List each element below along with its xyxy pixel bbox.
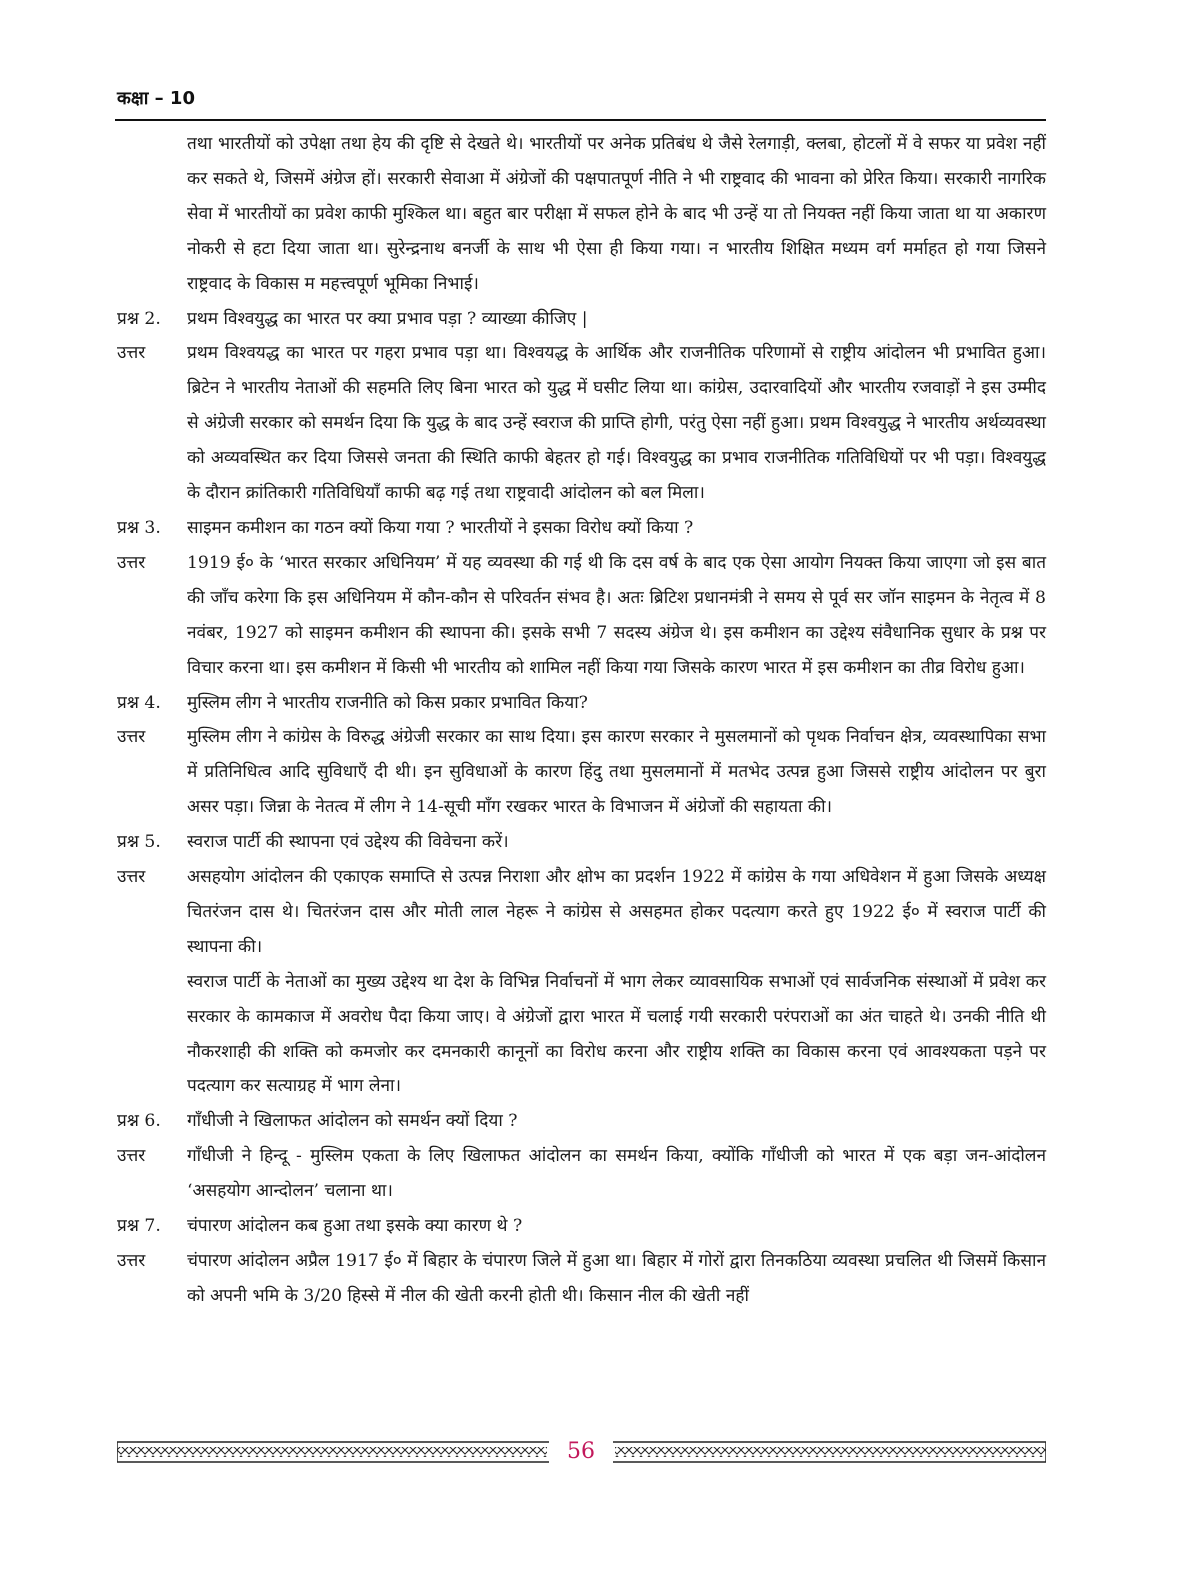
- question-text: स्वराज पार्टी की स्थापना एवं उद्देश्य की विवेचना करें।: [187, 832, 509, 853]
- answer-label: उत्तर: [117, 867, 146, 888]
- question-label: प्रश्न 7.: [117, 1216, 161, 1237]
- answer-label: उत्तर: [117, 1146, 146, 1167]
- answer-label: उत्तर: [117, 1251, 146, 1271]
- question-label: प्रश्न 3.: [117, 517, 161, 538]
- question-5: [117, 825, 1046, 860]
- answer-text: 1919 ई० के ‘भारत सरकार अधिनियम’ में यह व्यवस्था की गई थी कि दस वर्ष के बाद एक ऐसा आयोग नियक्त किया जाएगा जो इस बात की जाँच करेगा कि इस अधिनियम में कौन-कौन से परिवर्तन संभव है। अतः ब्रिटिश प्रधानमंत्री ने समय से पूर्व सर जॉन साइमन के नेतृत्व में 8 नवंबर, 1927 को साइमन कमीशन की स्थापना की। इसके सभी 7 सदस्य अंग्रेज थे। इस कमीशन का उद्देश्य संवैधानिक सुधार के प्रश्न पर विचार करना था। इस कमीशन में किसी भी भारतीय को शामिल नहीं किया गया जिसके कारण भारत में इस कमीशन का तीव्र विरोध हुआ।: [187, 552, 1046, 678]
- answer-6: [117, 1139, 1046, 1209]
- class-header: कक्षा – 10: [117, 88, 195, 109]
- question-6: [117, 1104, 1046, 1139]
- question-label: प्रश्न 2.: [117, 308, 161, 329]
- answer-3: [117, 546, 1046, 686]
- page-number: 56: [567, 1439, 595, 1464]
- answer-text: चंपारण आंदोलन अप्रैल 1917 ई० में बिहार के चंपारण जिले में हुआ था। बिहार में गोरों द्वारा तिनकठिया व्यवस्था प्रचलित थी जिसमें किसान को अपनी भमि के 3/20 हिस्से में नील की खेती करनी होती थी। किसान नील की खेती नहीं: [187, 1251, 1046, 1306]
- question-text: गाँधीजी ने खिलाफत आंदोलन को समर्थन क्यों दिया ?: [187, 1111, 518, 1132]
- question-3: [117, 511, 1046, 546]
- answer-label: उत्तर: [117, 727, 146, 748]
- question-text: चंपारण आंदोलन कब हुआ तथा इसके क्या कारण थे ?: [187, 1216, 523, 1237]
- question-text: साइमन कमीशन का गठन क्यों किया गया ? भारतीयों ने इसका विरोध क्यों किया ?: [187, 517, 694, 538]
- question-label: प्रश्न 5.: [117, 832, 161, 853]
- question-label: प्रश्न 4.: [117, 692, 161, 713]
- answer-text: गाँधीजी ने हिन्दू - मुस्लिम एकता के लिए खिलाफत आंदोलन का समर्थन किया, क्योंकि गाँधीजी को भारत में एक बड़ा जन-आंदोलन ‘असहयोग आन्दोलन’ चलाना था।: [187, 1146, 1046, 1202]
- question-2: [117, 302, 1046, 337]
- question-4: [117, 686, 1046, 721]
- answer-text: प्रथम विश्वयद्ध का भारत पर गहरा प्रभाव पड़ा था। विश्वयद्ध के आर्थिक और राजनीतिक परिणामों से राष्ट्रीय आंदोलन भी प्रभावित हुआ। ब्रिटेन ने भारतीय नेताओं की सहमति लिए बिना भारत को युद्ध में घसीट लिया था। कांग्रेस, उदारवादियों और भारतीय रजवाड़ों ने इस उम्मीद से अंग्रेजी सरकार को समर्थन दिया कि युद्ध के बाद उन्हें स्वराज की प्राप्ति होगी, परंतु ऐसा नहीं हुआ। प्रथम विश्वयुद्ध ने भारतीय अर्थव्यवस्था को अव्यवस्थित कर दिया जिससे जनता की स्थिति काफी बेहतर हो गई। विश्वयुद्ध का प्रभाव राजनीतिक गतिविधियों पर भी पड़ा। विश्वयुद्ध के दौरान क्रांतिकारी गतिविधियाँ काफी बढ़ गई तथा राष्ट्रवादी आंदोलन को बल मिला।: [187, 343, 1046, 504]
- answer-7: [117, 1244, 1046, 1314]
- answer-label: उत्तर: [117, 343, 146, 364]
- answer-4: [117, 720, 1046, 825]
- answer-continuation: स्वराज पार्टी के नेताओं का मुख्य उद्देश्य था देश के विभिन्न निर्वाचनों में भाग लेकर व्यावसायिक सभाओं एवं सार्वजनिक संस्थाओं में प्रवेश कर सरकार के कामकाज में अवरोध पैदा किया जाए। वे अंग्रेजों द्वारा भारत में चलाई गयी सरकारी परंपराओं का अंत चाहते थे। उनकी नीति थी नौकरशाही की शक्ति को कमजोर कर दमनकारी कानूनों का विरोध करना और राष्ट्रीय शक्ति का विकास करना एवं आवश्यकता पड़ने पर पदत्याग कर सत्याग्रह में भाग लेना।: [187, 971, 1046, 1097]
- question-text: प्रथम विश्वयुद्ध का भारत पर क्या प्रभाव पड़ा ? व्याख्या कीजिए |: [187, 308, 588, 329]
- question-label: प्रश्न 6.: [117, 1111, 161, 1132]
- page-footer: [117, 1435, 1046, 1469]
- intro-paragraph: तथा भारतीयों को उपेक्षा तथा हेय की दृष्टि से देखते थे। भारतीयों पर अनेक प्रतिबंध थे जैसे रेलगाड़ी, क्लबा, होटलों में वे सफर या प्रवेश नहीं कर सकते थे, जिसमें अंग्रेज हों। सरकारी सेवाआ में अंग्रेजों की पक्षपातपूर्ण नीति ने भी राष्ट्रवाद की भावना को प्रेरित किया। सरकारी नागरिक सेवा में भारतीयों का प्रवेश काफी मुश्किल था। बहुत बार परीक्षा में सफल होने के बाद भी उन्हें या तो नियक्त नहीं किया जाता था या अकारण नोकरी से हटा दिया जाता था। सुरेन्द्रनाथ बनर्जी के साथ भी ऐसा ही किया गया। न भारतीय शिक्षित मध्यम वर्ग मर्माहत हो गया जिसने राष्ट्रवाद के विकास म महत्त्वपूर्ण भूमिका निभाई।: [187, 134, 1046, 294]
- answer-label: उत्तर: [117, 552, 146, 573]
- answer-text: असहयोग आंदोलन की एकाएक समाप्ति से उत्पन्न निराशा और क्षोभ का प्रदर्शन 1922 में कांग्रेस के गया अधिवेशन में हुआ जिसके अध्यक्ष चितरंजन दास थे। चितरंजन दास और मोती लाल नेहरू ने कांग्रेस से असहमत होकर पदत्याग करते हुए 1922 ई० में स्वराज पार्टी की स्थापना की।: [187, 867, 1046, 957]
- question-text: मुस्लिम लीग ने भारतीय राजनीति को किस प्रकार प्रभावित किया?: [187, 692, 588, 713]
- answer-5: [117, 860, 1046, 965]
- header-rule: [115, 119, 1046, 121]
- page-content: [117, 127, 1046, 1314]
- answer-text: मुस्लिम लीग ने कांग्रेस के विरुद्ध अंग्रेजी सरकार का साथ दिया। इस कारण सरकार ने मुसलमानों को पृथक निर्वाचन क्षेत्र, व्यवस्थापिका सभा में प्रतिनिधित्व आदि सुविधाएँ दी थी। इन सुविधाओं के कारण हिंदु तथा मुसलमानों में मतभेद उत्पन्न हुआ जिससे राष्ट्रीय आंदोलन पर बुरा असर पड़ा। जिन्ना के नेतत्व में लीग ने 14-सूची माँग रखकर भारत के विभाजन में अंग्रेजों की सहायता की।: [187, 727, 1046, 818]
- question-7: [117, 1209, 1046, 1244]
- answer-2: [117, 336, 1046, 511]
